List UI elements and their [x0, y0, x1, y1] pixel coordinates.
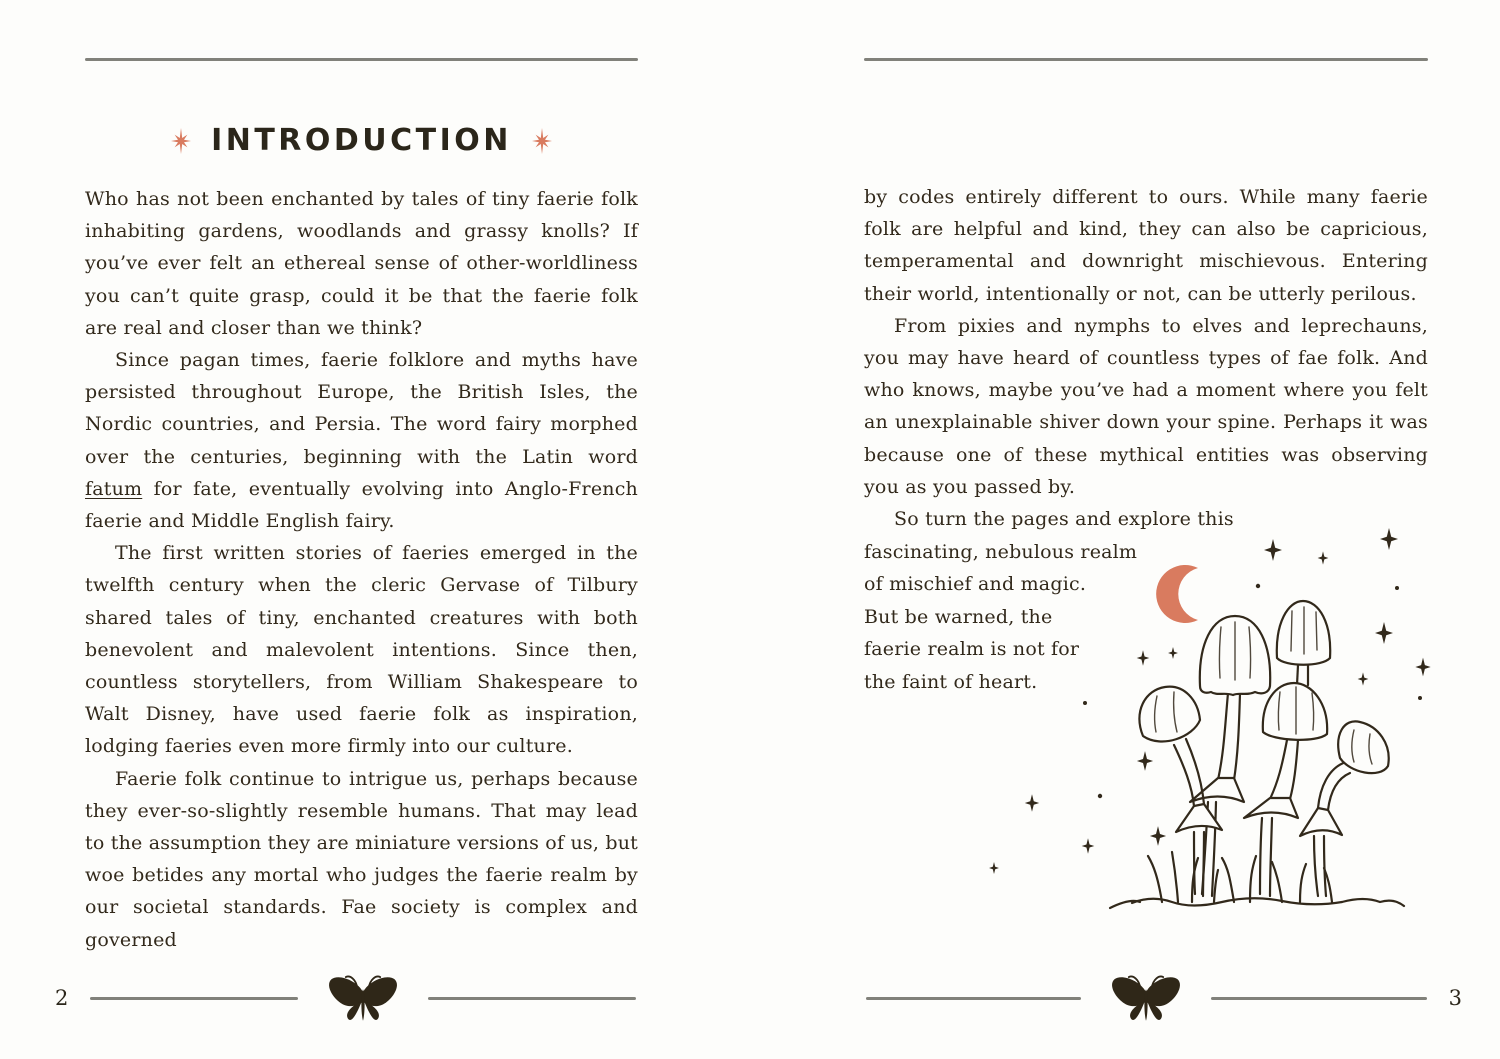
- moth-icon: [320, 971, 406, 1029]
- paragraph: by codes entirely different to ours. While many faerie folk are helpful and kind, they can also be capricious, temperamental and downright mischievous. Entering their world, intentionally or not, can be utterly perilous.: [864, 186, 1428, 305]
- moth-icon: [1103, 971, 1189, 1029]
- page-right: [864, 0, 1462, 1059]
- footer-rule: [1211, 997, 1426, 1000]
- paragraph-text: Since pagan times, faerie folklore and myths have persisted throughout Europe, the British Isles, the Nordic countries, and Persia. The word fairy morphed over the centuries, beginning with the Latin word: [85, 349, 638, 468]
- chapter-heading: [85, 123, 638, 158]
- text-line: of mischief and magic.: [864, 573, 1087, 596]
- footer-rule: [90, 997, 298, 1000]
- page-number: 3: [1448, 986, 1462, 1010]
- page-footer: [866, 971, 1462, 1025]
- footer-rule: [866, 997, 1081, 1000]
- page-title: INTRODUCTION: [211, 123, 512, 158]
- text-line: fascinating, nebulous realm: [864, 540, 1138, 563]
- text-line: the faint of heart.: [864, 671, 1038, 693]
- text-line: But be warned, the: [864, 605, 1053, 628]
- grass: [1110, 852, 1404, 908]
- paragraph: [85, 344, 638, 537]
- footer-rule: [428, 997, 636, 1000]
- text-line: faerie realm is not for: [864, 638, 1080, 661]
- top-rule: [864, 58, 1428, 61]
- paragraph: From pixies and nymphs to elves and leprechauns, you may have heard of countless types of fae folk. And who knows, maybe you’ve had a moment where you felt an unexplainable shiver down your spine. Perhaps it was because one of these mythical entities was observing you as you passed by.: [864, 314, 1428, 498]
- page-footer: [55, 971, 636, 1025]
- left-page-text: [85, 183, 638, 956]
- paragraph: The first written stories of faeries emerged in the twelfth century when the cleric Gervase of Tilbury shared tales of tiny, enchanted creatures with both benevolent and malevolent intentions. Since then, countless storytellers, from William Shakespeare to Walt Disney, have used faerie folk as inspiration, lodging faeries even more firmly into our culture.: [85, 542, 638, 758]
- sparkle-icon: [528, 127, 556, 155]
- paragraph: Faerie folk continue to intrigue us, perhaps because they ever-so-slightly resemble humans. That may lead to the assumption they are miniature versions of us, but woe betides any mortal who judges the faerie realm by our societal standards. Fae society is complex and governed: [85, 767, 638, 951]
- page-left: [55, 0, 638, 1059]
- paragraph-wrapped: [864, 503, 1234, 699]
- right-page-text: [864, 181, 1428, 699]
- top-rule: [85, 58, 638, 61]
- paragraph: Who has not been enchanted by tales of tiny faerie folk inhabiting gardens, woodlands and grassy knolls? If you’ve ever felt an ethereal sense of other-worldliness you can’t quite grasp, could it be that the faerie folk are real and closer than we think?: [85, 188, 638, 339]
- sparkle-icon: [167, 127, 195, 155]
- text-line: So turn the pages and explore this: [894, 508, 1234, 531]
- paragraph-text: for fate, eventually evolving into Anglo-French faerie and Middle English fairy.: [85, 477, 638, 533]
- latin-term: fatum: [85, 477, 143, 500]
- page-number: 2: [55, 986, 69, 1010]
